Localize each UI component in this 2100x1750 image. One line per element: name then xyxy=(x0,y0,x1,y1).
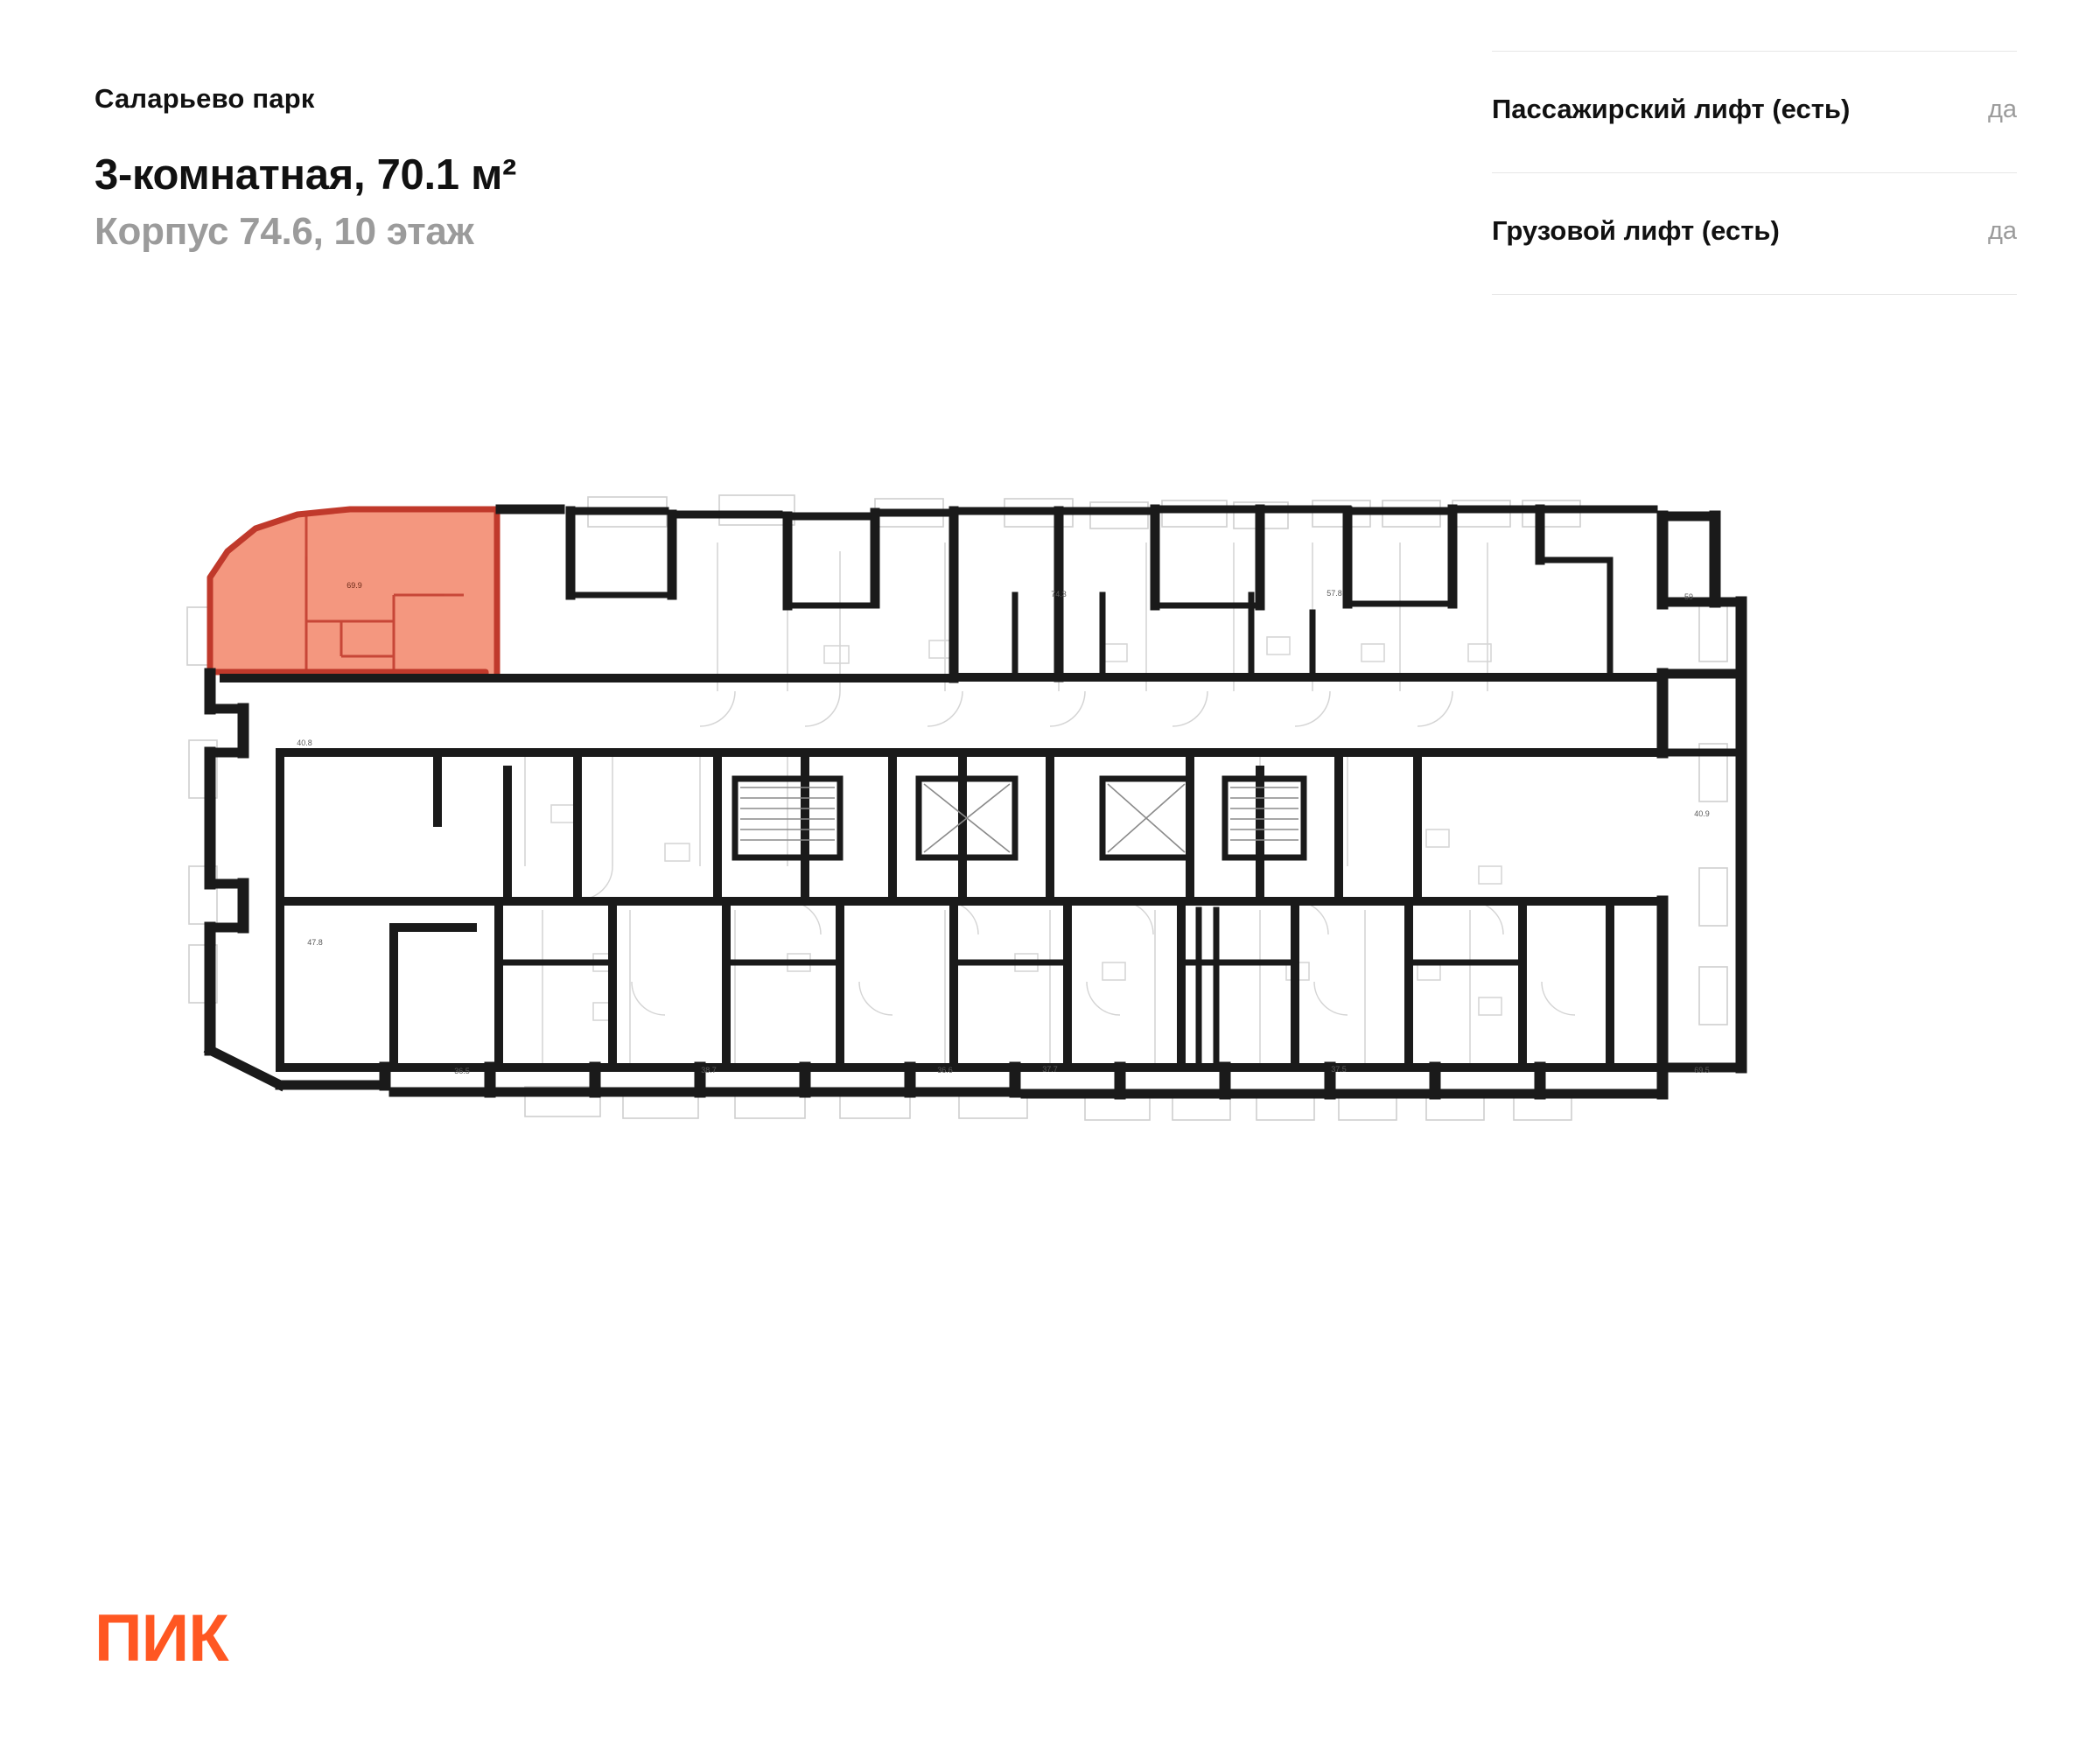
area-label: 37.5 xyxy=(1331,1065,1347,1074)
pik-logo: ПИК xyxy=(94,1601,228,1676)
page-title: 3-комнатная, 70.1 м² xyxy=(94,151,517,199)
spec-label: Пассажирский лифт (есть) xyxy=(1492,94,1851,124)
area-label: 57.8 xyxy=(1326,589,1342,598)
page-subtitle: Корпус 74.6, 10 этаж xyxy=(94,210,474,253)
specs-list xyxy=(1492,51,2017,295)
spec-row xyxy=(1492,51,2017,173)
spec-value: да xyxy=(1987,217,2017,245)
floor-plan-container xyxy=(0,490,2100,1435)
floor-plan-svg xyxy=(175,490,1925,1225)
spec-row xyxy=(1492,173,2017,295)
project-name: Саларьево парк xyxy=(94,83,315,114)
spec-value: да xyxy=(1987,95,2017,123)
area-label: 40.8 xyxy=(297,738,312,747)
page-header xyxy=(0,0,2100,289)
highlighted-area-label: 69.9 xyxy=(346,581,362,590)
area-label: 69.5 xyxy=(1694,1066,1710,1074)
area-label: 36.6 xyxy=(937,1066,953,1074)
spec-label: Грузовой лифт (есть) xyxy=(1492,215,1780,246)
area-label: 40.9 xyxy=(1694,809,1710,818)
stairs-icon xyxy=(740,788,1298,840)
area-label: 37.7 xyxy=(1042,1065,1058,1074)
area-label: 38.7 xyxy=(701,1066,717,1074)
highlighted-apartment[interactable] xyxy=(210,509,497,678)
area-label: 59 xyxy=(1684,592,1694,601)
area-label: 74.3 xyxy=(1051,590,1067,598)
area-label: 36.5 xyxy=(454,1067,470,1075)
area-label: 47.8 xyxy=(307,938,323,947)
